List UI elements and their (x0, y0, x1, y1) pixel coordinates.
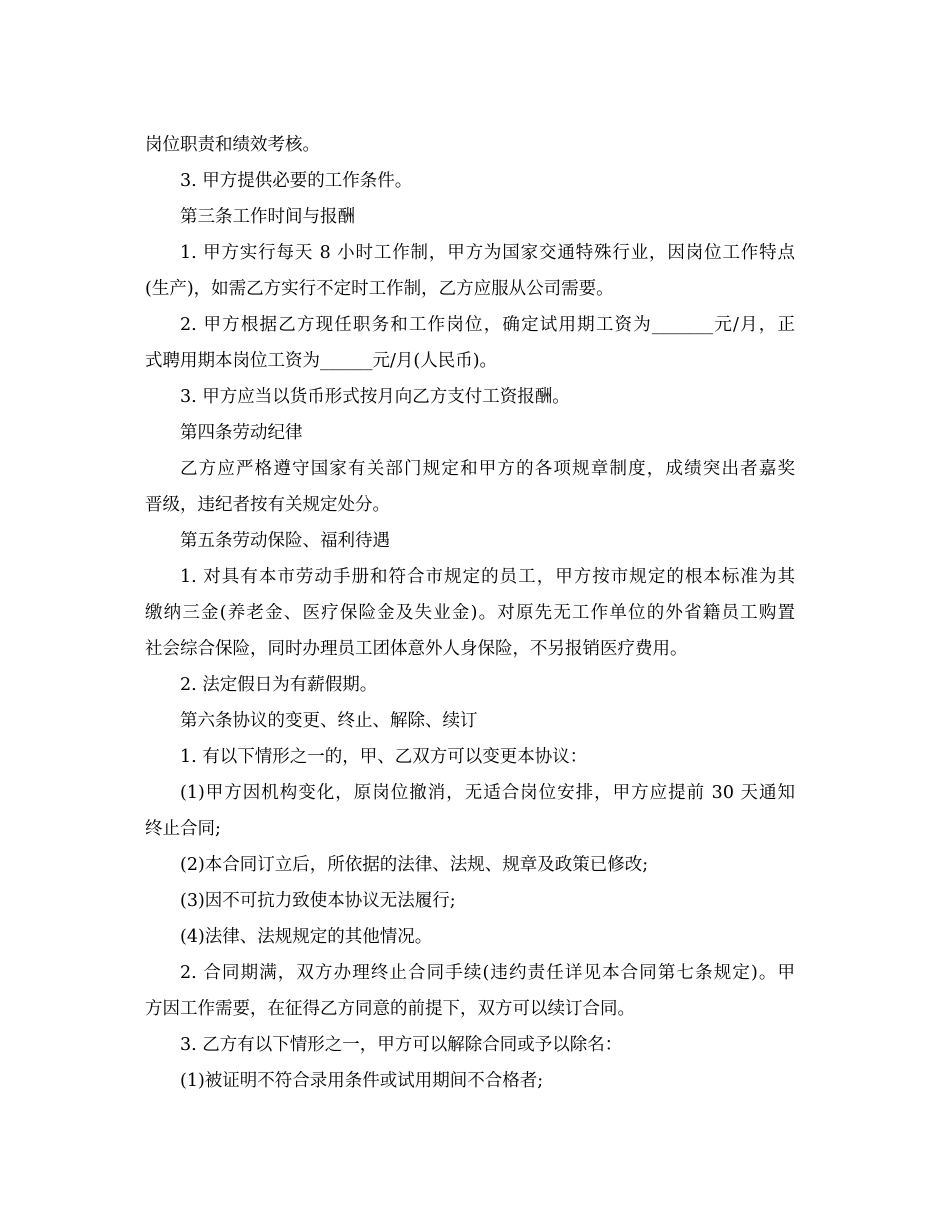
paragraph-line: 2. 甲方根据乙方现任职务和工作岗位，确定试用期工资为_______元/月，正 (180, 315, 795, 335)
paragraph-line: 1. 甲方实行每天 8 小时工作制，甲方为国家交通特殊行业，因岗位工作特点 (180, 243, 795, 263)
paragraph-line: 3. 甲方提供必要的工作条件。 (180, 171, 413, 191)
paragraph-line: 缴纳三金(养老金、医疗保险金及失业金)。对原先无工作单位的外省籍员工购置 (145, 603, 795, 623)
paragraph-line: (2)本合同订立后，所依据的法律、法规、规章及政策已修改; (180, 855, 649, 875)
paragraph-line: 终止合同; (145, 819, 221, 839)
paragraph-line: 式聘用期本岗位工资为______元/月(人民币)。 (145, 351, 498, 371)
paragraph-line: (1)甲方因机构变化，原岗位撤消，无适合岗位安排，甲方应提前 30 天通知 (180, 783, 795, 803)
paragraph-line: 方因工作需要，在征得乙方同意的前提下，双方可以续订合同。 (145, 999, 635, 1019)
paragraph-line: (生产)，如需乙方实行不定时工作制，乙方应服从公司需要。 (145, 279, 614, 299)
section-heading: 第五条劳动保险、福利待遇 (180, 531, 390, 551)
section-heading: 第四条劳动纪律 (180, 423, 303, 443)
paragraph-line: 1. 对具有本市劳动手册和符合市规定的员工，甲方按市规定的根本标准为其 (180, 567, 795, 587)
paragraph-line: 2. 合同期满，双方办理终止合同手续(违约责任详见本合同第七条规定)。甲 (180, 963, 795, 983)
paragraph-line: 岗位职责和绩效考核。 (145, 135, 320, 155)
paragraph-line: 1. 有以下情形之一的，甲、乙双方可以变更本协议： (180, 747, 588, 767)
paragraph-line: 社会综合保险，同时办理员工团体意外人身保险，不另报销医疗费用。 (145, 639, 688, 659)
paragraph-line: 2. 法定假日为有薪假期。 (180, 675, 378, 695)
section-heading: 第六条协议的变更、终止、解除、续订 (180, 711, 478, 731)
paragraph-line: 晋级，违纪者按有关规定处分。 (145, 495, 390, 515)
paragraph-line: 乙方应严格遵守国家有关部门规定和甲方的各项规章制度，成绩突出者嘉奖 (180, 459, 795, 479)
section-heading: 第三条工作时间与报酬 (180, 207, 355, 227)
paragraph-line: (1)被证明不符合录用条件或试用期间不合格者; (180, 1071, 544, 1091)
paragraph-line: 3. 甲方应当以货币形式按月向乙方支付工资报酬。 (180, 387, 570, 407)
paragraph-line: 3. 乙方有以下情形之一，甲方可以解除合同或予以除名： (180, 1035, 623, 1055)
paragraph-line: (4)法律、法规规定的其他情况。 (180, 927, 433, 947)
paragraph-line: (3)因不可抗力致使本协议无法履行; (180, 891, 456, 911)
